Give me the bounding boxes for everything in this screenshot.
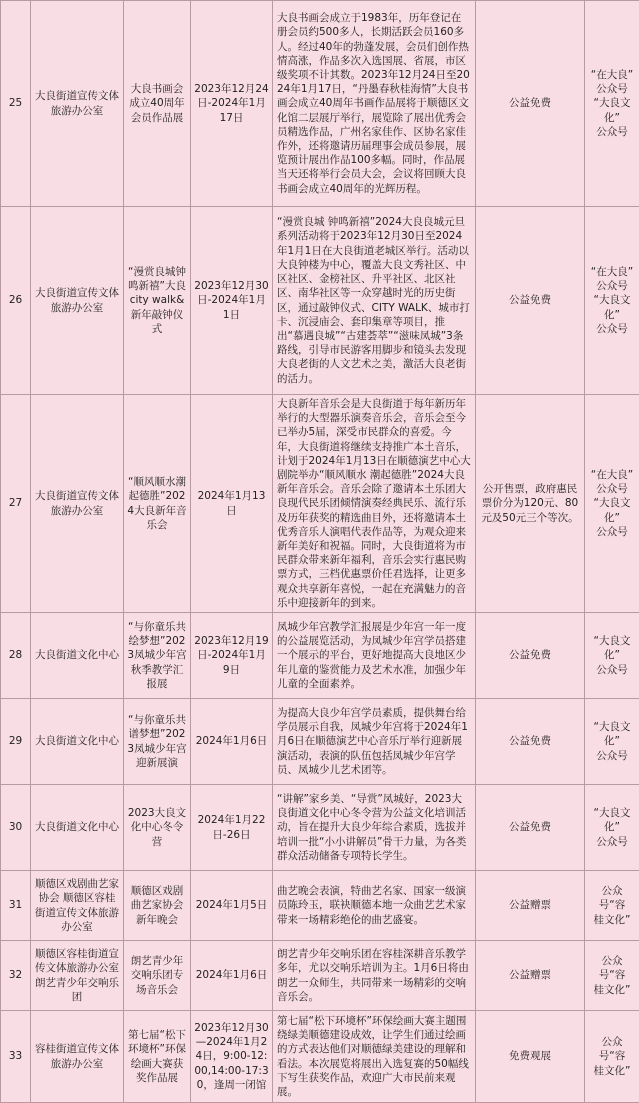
event-time-cell: 2024年1月6日: [191, 699, 273, 785]
event-time-cell: 2023年12月30—2024年1月24日，9:00-12:00,14:00-17:30，逢周一闭馆: [191, 1011, 273, 1103]
fee-cell: 免费观展: [476, 1011, 585, 1103]
event-time-cell: 2024年1月22日-26日: [191, 785, 273, 871]
channel-cell: [585, 785, 639, 871]
channel-cell: [585, 941, 639, 1011]
channel-line: 公众号“容: [589, 954, 635, 982]
row-number: 31: [1, 871, 31, 941]
channel-cell: [585, 613, 639, 699]
organizer-cell: 大良街道宣传文体旅游办公室: [31, 207, 124, 395]
event-name-cell: 2023大良文化中心冬令营: [124, 785, 191, 871]
channel-line: 公众号: [589, 482, 635, 496]
fee-cell: 公益赠票: [476, 871, 585, 941]
channel-line: “大良文化”: [589, 496, 635, 524]
event-description-cell: 为提高大良少年宫学员素质，提供舞台给学员展示自我，凤城少年宫将于2024年1月6日在顺德演艺中心音乐厅举行迎新展演活动，表演的队伍包括凤城少年宫学员、凤城少儿艺术团等。: [273, 699, 476, 785]
channel-line: 桂文化”: [589, 983, 635, 997]
event-name-cell: 顺德区戏剧曲艺家协会新年晚会: [124, 871, 191, 941]
event-name-cell: 大良书画会成立40周年会员作品展: [124, 1, 191, 207]
channel-cell: [585, 699, 639, 785]
organizer-cell: 大良街道文化中心: [31, 699, 124, 785]
channel-line: “大良文化”: [589, 96, 635, 124]
table-row: [1, 1, 639, 207]
table-row: [1, 207, 639, 395]
event-name-cell: “与你童乐共绘梦想”2023凤城少年宫秋季教学汇报展: [124, 613, 191, 699]
event-description-cell: 大良书画会成立于1983年，历年登记在册会员约500多人，长期活跃会员160多人。经过40年的勃蓬发展，会员们创作热情高涨，作品多次入选国展、省展，市区级奖项不计其数。2023年12月24日至2024年1月17日，“丹墨春秋桂海情”大良书画会成立40周年书画作品展将于顺德区文化馆二层展厅举行，展览除了展出优秀会员精选作品，广州名家佳作、区协名家佳作外，还将邀请历届理事会成员参展，展览预计展出作品100多幅。同时，作品展当天还将举行会员大会，会议将回顾大良书画会成立40周年的光辉历程。: [273, 1, 476, 207]
channel-line: 公众号: [589, 322, 635, 336]
row-number: 30: [1, 785, 31, 871]
channel-line: 公众号: [589, 525, 635, 539]
channel-line: 公众号: [589, 279, 635, 293]
channel-line: 桂文化”: [589, 913, 635, 927]
event-name-cell: 第七届“松下环境杯”环保绘画大赛获奖作品展: [124, 1011, 191, 1103]
channel-cell: [585, 1, 639, 207]
organizer-cell: 顺德区戏剧曲艺家协会 顺德区容桂街道宣传文体旅游办公室: [31, 871, 124, 941]
fee-cell: 公开售票，政府惠民票价分为120元、80元及50元三个等次。: [476, 395, 585, 613]
table-row: [1, 699, 639, 785]
row-number: 33: [1, 1011, 31, 1103]
event-description-cell: 第七届“松下环境杯”环保绘画大赛主题围绕绿美顺德建设成效，让学生们通过绘画的方式表达他们对顺德绿美建设的理解和看法。本次展览将展出入选复赛的50幅线下写生获奖作品，欢迎广大市民前来观展。: [273, 1011, 476, 1103]
channel-line: 桂文化”: [589, 1064, 635, 1078]
fee-cell: 公益免费: [476, 613, 585, 699]
channel-cell: [585, 395, 639, 613]
event-time-cell: 2024年1月5日: [191, 871, 273, 941]
table-row: [1, 785, 639, 871]
event-description-cell: 朗艺青少年交响乐团在容桂深耕音乐教学多年，尤以交响乐培训为主。1月6日将由朗艺一众师生，共同带来一场精彩的交响音乐会。: [273, 941, 476, 1011]
event-description-cell: 大良新年音乐会是大良街道于每年新历年举行的大型器乐演奏音乐会，音乐会至今已举办5届，深受市民群众的喜爱。今年，大良街道将继续支持推广本土音乐，计划于2024年1月13日在顺德演艺中心大剧院举办“顺风顺水 潮起德胜”2024大良新年音乐会。音乐会除了邀请本土乐团大良现代民乐团倾情演奏经典民乐、流行乐及历年获奖的精选曲目外，还将邀请本土优秀音乐人演唱代表作品等，为观众迎来新年美好和祝福。同时，大良街道将为市民群众带来新年福利，音乐会实行惠民购票方式，三档优惠票价任君选择，让更多观众共享新年喜悦，一起在充满魅力的音乐中迎接新年的到来。: [273, 395, 476, 613]
organizer-cell: 顺德区容桂街道宣传文体旅游办公室 朗艺青少年交响乐团: [31, 941, 124, 1011]
event-time-cell: 2023年12月24日-2024年1月17日: [191, 1, 273, 207]
row-number: 29: [1, 699, 31, 785]
channel-line: “大良文化”: [589, 293, 635, 321]
event-name-cell: “与你童乐共谱梦想”2023凤城少年宫迎新展演: [124, 699, 191, 785]
organizer-cell: 容桂街道宣传文体旅游办公室: [31, 1011, 124, 1103]
row-number: 27: [1, 395, 31, 613]
table-row: [1, 613, 639, 699]
table-row: [1, 1011, 639, 1103]
channel-line: “大良文化”: [589, 806, 635, 834]
event-description-cell: “讲解”家乡美、“导赏”凤城好，2023大良街道文化中心冬令营为公益文化培训活动，旨在提升大良少年综合素质，选拔并培训一批“小小讲解员”骨干力量，为各类群众活动储备专项特长学生。: [273, 785, 476, 871]
event-name-cell: “漫赏良城钟鸣新禧”大良city walk&新年敲钟仪式: [124, 207, 191, 395]
table-row: [1, 871, 639, 941]
event-description-cell: 凤城少年宫教学汇报展是少年宫一年一度的公益展览活动，为凤城少年宫学员搭建一个展示的平台，更好地提高大良地区少年儿童的鉴赏能力及艺术水准，加强少年儿童的全面素养。: [273, 613, 476, 699]
event-time-cell: 2023年12月19日-2024年1月9日: [191, 613, 273, 699]
channel-line: “在大良”: [589, 468, 635, 482]
event-time-cell: 2024年1月13日: [191, 395, 273, 613]
organizer-cell: 大良街道宣传文体旅游办公室: [31, 1, 124, 207]
event-description-cell: 曲艺晚会表演，特曲艺名家、国家一级演员陈玲玉，联袂顺德本地一众曲艺艺术家带来一场精彩绝伦的曲艺盛宴。: [273, 871, 476, 941]
channel-line: “在大良”: [589, 265, 635, 279]
channel-line: “大良文化”: [589, 720, 635, 748]
organizer-cell: 大良街道文化中心: [31, 613, 124, 699]
row-number: 32: [1, 941, 31, 1011]
event-name-cell: 朗艺青少年交响乐团专场音乐会: [124, 941, 191, 1011]
event-time-cell: 2023年12月30日-2024年1月1日: [191, 207, 273, 395]
channel-line: 公众号“容: [589, 1035, 635, 1063]
channel-line: “大良文化”: [589, 634, 635, 662]
event-time-cell: 2024年1月6日: [191, 941, 273, 1011]
channel-line: “在大良”: [589, 68, 635, 82]
channel-line: 公众号: [589, 663, 635, 677]
event-name-cell: “顺风顺水潮起德胜”2024大良新年音乐会: [124, 395, 191, 613]
channel-cell: [585, 1011, 639, 1103]
channel-line: 公众号“容: [589, 884, 635, 912]
fee-cell: 公益免费: [476, 207, 585, 395]
table-row: [1, 395, 639, 613]
table-row: [1, 941, 639, 1011]
channel-cell: [585, 207, 639, 395]
channel-line: 公众号: [589, 835, 635, 849]
channel-line: 公众号: [589, 749, 635, 763]
row-number: 26: [1, 207, 31, 395]
organizer-cell: 大良街道文化中心: [31, 785, 124, 871]
fee-cell: 公益免费: [476, 1, 585, 207]
channel-cell: [585, 871, 639, 941]
row-number: 25: [1, 1, 31, 207]
fee-cell: 公益赠票: [476, 941, 585, 1011]
organizer-cell: 大良街道宣传文体旅游办公室: [31, 395, 124, 613]
fee-cell: 公益免费: [476, 785, 585, 871]
channel-line: 公众号: [589, 82, 635, 96]
event-description-cell: “漫赏良城 钟鸣新禧”2024大良良城元旦系列活动将于2023年12月30日至2024年1月1日在大良街道老城区举行。活动以大良钟楼为中心，覆盖大良文秀社区、中区社区、金榜社区、升平社区、北区社区、南华社区等一众穿越时光的历史街区，通过敲钟仪式、CITY WALK、城市打卡、沉浸庙会、套印集章等项目，推出“慕遇良城”“古建荟萃”“滋味凤城”3条路线，引导市民游客用脚步和镜头去发现大良老街的人文艺术之美，激活大良老街的活力。: [273, 207, 476, 395]
channel-line: 公众号: [589, 125, 635, 139]
row-number: 28: [1, 613, 31, 699]
fee-cell: 公益免费: [476, 699, 585, 785]
